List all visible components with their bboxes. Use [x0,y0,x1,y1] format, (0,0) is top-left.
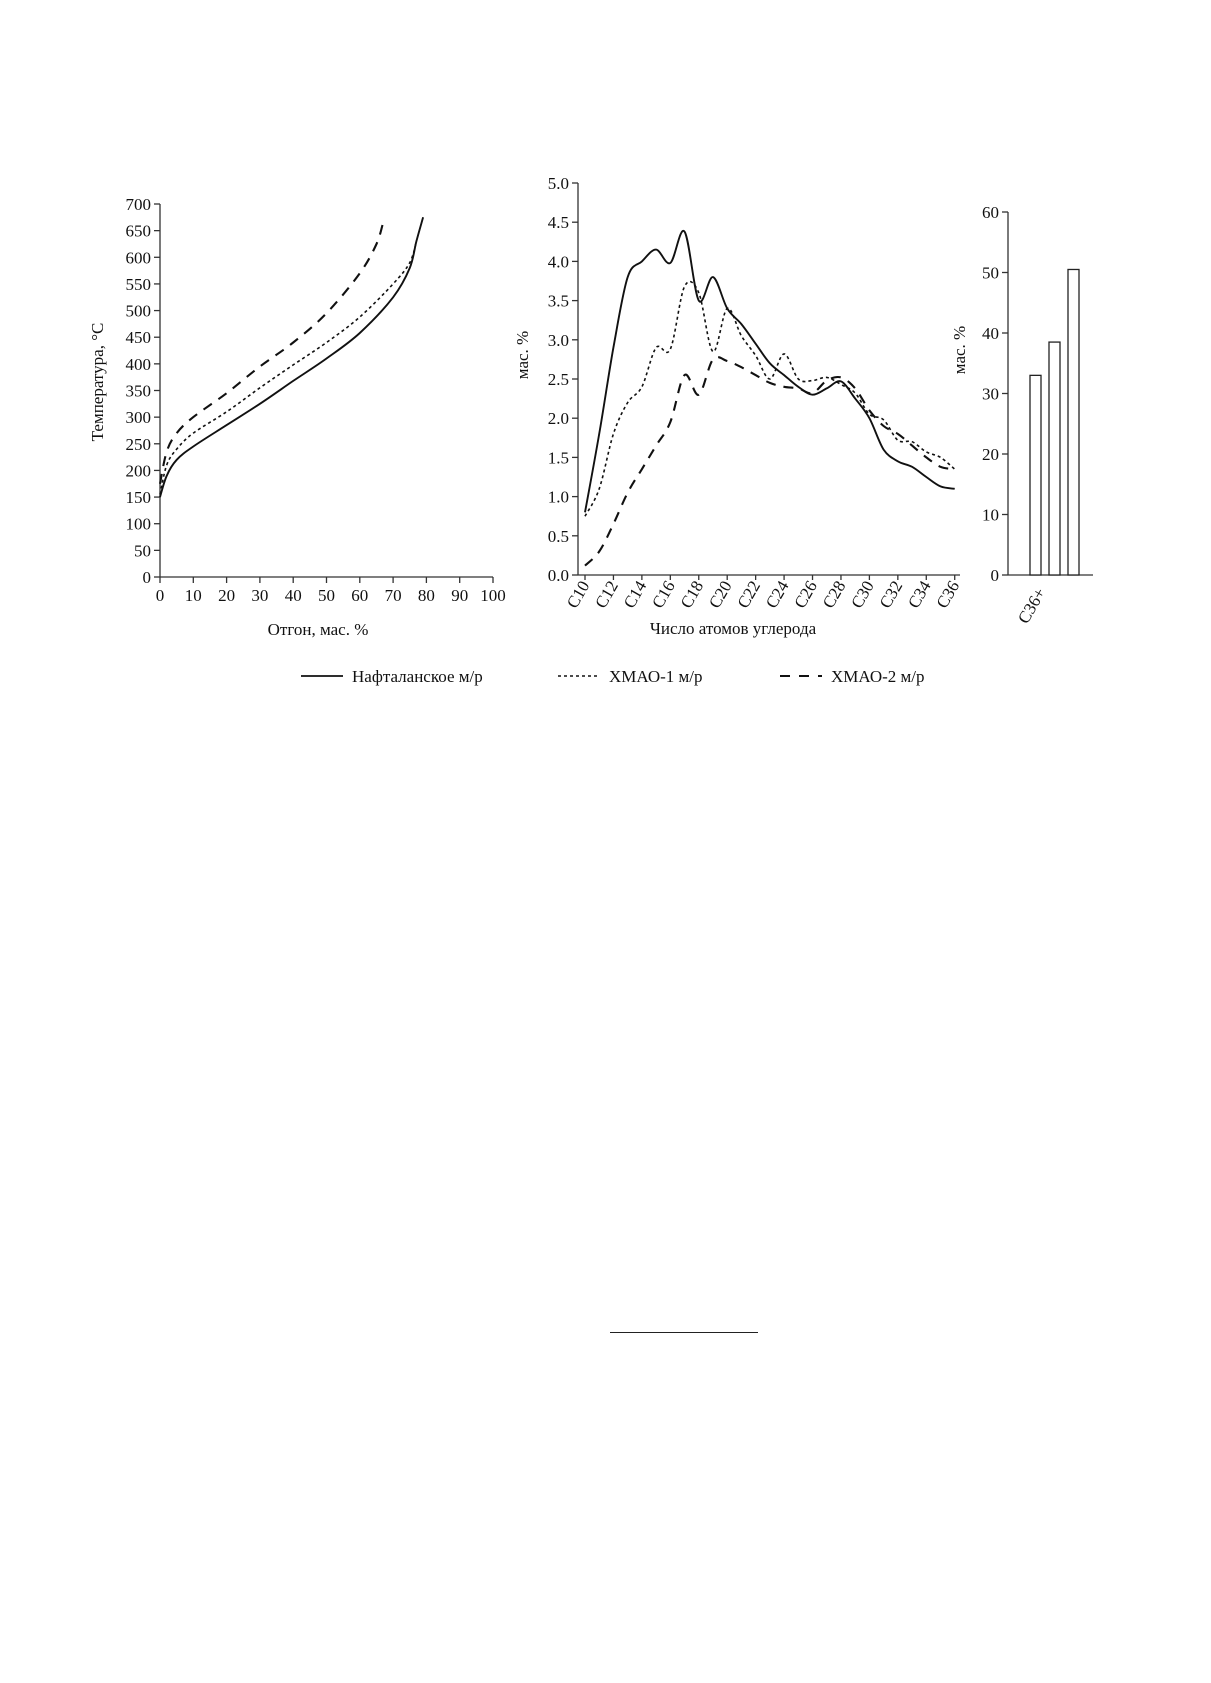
chart1-y-tick-label: 600 [125,248,151,268]
chart2-y-tick-label: 5.0 [547,174,569,193]
chart1-x-tick-label: 70 [384,586,402,605]
chart1-x-tick-label: 20 [218,586,236,605]
chart1-y-tick-label: 250 [125,434,151,454]
chart3-bar-hmao2 [1068,269,1079,575]
chart2-x-tick-label: C12 [591,577,622,612]
chart3-y-tick-label: 40 [982,324,999,343]
chart3-y-tick-label: 20 [982,445,999,464]
chart1-series-hmao2 [160,223,383,484]
chart1-y-tick-label: 450 [125,328,151,348]
chart1-y-tick-label: 150 [125,488,151,508]
chart3-bars [1030,269,1079,575]
chart1-series-naftalan [160,217,423,497]
chart2-x-tick-label: C30 [847,577,878,612]
chart2-y-tick-label: 4.5 [547,213,569,233]
chart2-x-tick-label: C10 [562,577,594,612]
chart2-y-tick-label: 2.5 [547,370,569,389]
chart2-x-tick-label: C18 [676,577,708,612]
chart3-category-label: C36+ [1014,584,1050,627]
chart3-y-axis-title: мас. % [950,325,969,375]
chart1-x-axis-title: Отгон, мас. % [267,620,369,639]
chart2-x-axis-title: Число атомов углерода [649,619,817,638]
chart3-y-ticks [982,203,1008,585]
footnote-rule [610,1332,758,1333]
chart2-x-tick-label: C32 [875,577,907,612]
chart1-x-tick-label: 30 [251,586,269,605]
chart3-bar-hmao1 [1049,342,1060,575]
chart1-y-tick-label: 500 [125,301,151,321]
chart1-series-hmao1 [160,241,416,494]
chart2-x-tick-label: C14 [619,577,651,612]
chart3-y-tick-label: 10 [982,505,999,525]
chart1-y-tick-label: 0 [142,568,151,587]
chart3-bar-naftalan [1030,375,1041,575]
chart1-x-tick-label: 10 [184,586,202,605]
chart1-x-tick-label: 60 [351,586,369,605]
chart2-y-tick-label: 2.0 [547,409,569,429]
chart1-y-ticks [126,195,161,587]
chart1-x-tick-label: 0 [155,586,165,605]
chart3-y-tick-label: 60 [982,203,999,222]
chart2-y-tick-label: 3.0 [547,330,569,350]
chart1-x-tick-label: 100 [480,586,506,605]
chart1-y-tick-label: 100 [125,514,151,534]
chart1-y-tick-label: 200 [125,461,151,481]
chart1-y-tick-label: 650 [125,221,151,241]
chart2-y-tick-label: 4.0 [547,252,569,272]
legend-label-hmao2: ХМАО-2 м/р [831,667,925,686]
chart2-y-ticks [548,174,578,585]
chart2-y-tick-label: 3.5 [547,291,569,311]
chart2-x-tick-label: C16 [648,577,679,612]
chart1-x-tick-label: 80 [417,586,435,605]
chart1-x-tick-label: 40 [284,586,302,605]
chart1-y-tick-label: 700 [125,195,151,214]
chart3-y-tick-label: 0 [990,566,999,585]
chart3-y-tick-label: 50 [982,263,999,283]
chart1-x-tick-label: 90 [451,586,469,605]
chart2-y-tick-label: 0.0 [547,566,569,585]
chart1-y-tick-label: 550 [125,274,151,294]
chart1-x-ticks [156,577,506,605]
chart2-x-tick-label: C26 [790,577,821,612]
chart2-series [585,231,955,566]
chart1-x-tick-label: 50 [318,586,335,605]
legend-label-naftalan: Нафталанское м/р [352,667,483,686]
chart2-x-ticks [563,575,963,612]
chart2-x-tick-label: C28 [818,577,850,612]
chart2-x-tick-label: C20 [705,577,736,612]
chart2-x-tick-label: C36 [932,577,964,612]
chart1-series [160,217,423,497]
chart2-y-axis-title: мас. % [513,330,532,380]
chart1-y-tick-label: 50 [134,541,151,561]
chart1-y-axis-title: Температура, °С [88,322,107,442]
chart1-y-tick-label: 400 [125,354,151,374]
chart3-y-tick-label: 30 [982,384,999,404]
c36plus-bar-chart [950,203,1093,627]
chart2-x-tick-label: C24 [761,577,793,612]
chart2-y-tick-label: 0.5 [547,526,569,546]
distillation-chart [88,195,506,639]
legend-label-hmao1: ХМАО-1 м/р [609,667,703,686]
chart2-y-tick-label: 1.0 [547,487,569,507]
chart2-y-tick-label: 1.5 [547,448,569,468]
chart2-x-tick-label: C22 [733,577,765,612]
chart2-series-hmao1 [585,281,955,516]
chart2-x-tick-label: C34 [904,577,935,612]
chart1-y-tick-label: 350 [125,381,151,401]
chart1-y-tick-label: 300 [125,408,151,428]
legend [301,667,925,686]
carbon-distribution-chart [513,174,963,638]
